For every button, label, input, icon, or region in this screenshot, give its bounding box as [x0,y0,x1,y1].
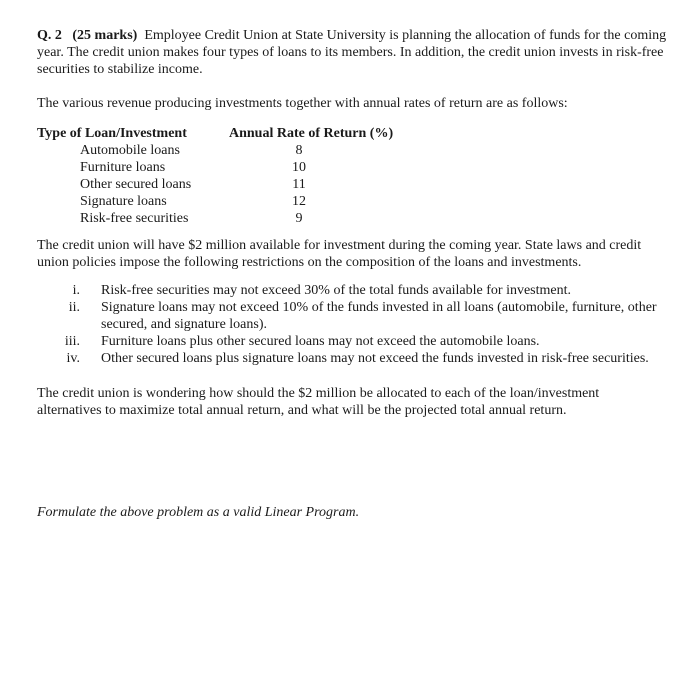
restriction-number: iii. [64,334,80,349]
restriction-text: Furniture loans plus other secured loans may not exceed the automobile loans. [101,334,540,349]
restrictions-intro: The credit union will have $2 million available for investment during the coming year. State laws and credit union policies impose the following restrictions on the composition of the loans and investments. [37,238,642,270]
loan-rate-value: 12 [292,194,306,209]
restriction-text: Signature loans may not exceed 10% of the funds invested in all loans (automobile, furniture, other secured, and signature loans). [101,300,657,332]
rates-table [37,125,667,225]
loan-type-name: Automobile loans [80,143,180,158]
restriction-number: ii. [68,300,80,315]
restrictions-list [37,282,667,367]
question-intro-text: Employee Credit Union at State University is planning the allocation of funds for the coming year. The credit union makes four types of loans to its members. In addition, the credit union invests in risk-free securities to stabilize income. [37,28,667,77]
closing-paragraph: The credit union is wondering how should the $2 million be allocated to each of the loan/investment alternatives to maximize total annual return, and what will be the projected total annual return. [37,386,600,418]
restriction-text: Risk-free securities may not exceed 30% of the total funds available for investment. [101,283,572,298]
table-row [37,176,437,193]
table-header-rate: Annual Rate of Return (%) [229,126,394,141]
question-marks: (25 marks) [72,28,138,43]
loan-type-name: Other secured loans [80,177,192,192]
loan-rate-value: 9 [295,211,303,226]
table-row [37,193,437,210]
question-document [37,27,667,521]
question-number: Q. 2 [37,28,62,43]
restriction-number: i. [72,283,80,298]
table-row [37,210,437,227]
table-header-type: Type of Loan/Investment [37,126,187,141]
restriction-text: Other secured loans plus signature loans may not exceed the funds invested in risk-free securities. [101,351,649,366]
table-intro: The various revenue producing investments together with annual rates of return are as follows: [37,96,568,111]
loan-rate-value: 10 [292,160,306,175]
restriction-item [37,350,667,367]
loan-type-name: Signature loans [80,194,167,209]
loan-rate-value: 8 [295,143,303,158]
task-instruction: Formulate the above problem as a valid Linear Program. [37,505,360,520]
restriction-number: iv. [66,351,80,366]
loan-type-name: Furniture loans [80,160,166,175]
question-intro-paragraph [37,27,667,78]
restriction-item [37,333,667,350]
restriction-item [37,282,667,299]
loan-rate-value: 11 [292,177,306,192]
loan-type-name: Risk-free securities [80,211,189,226]
table-row [37,159,437,176]
restriction-item [37,299,667,333]
table-row [37,142,437,159]
